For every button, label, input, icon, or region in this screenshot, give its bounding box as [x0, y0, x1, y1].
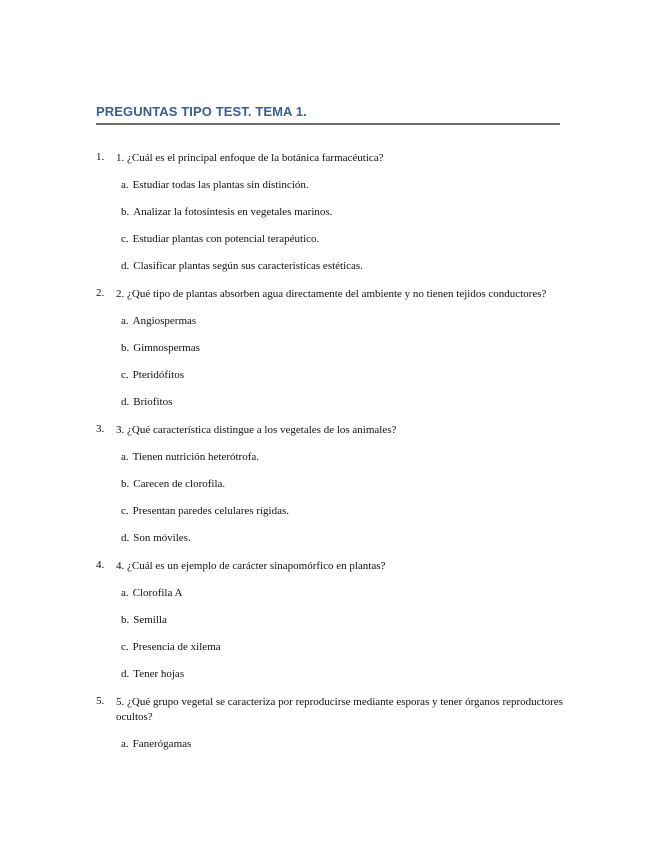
- option-letter: a.: [121, 315, 129, 327]
- option-c: [121, 504, 566, 519]
- option-text: Angiospermas: [132, 315, 197, 327]
- option-b: [121, 613, 566, 628]
- option-text: Fanerógamas: [132, 738, 192, 750]
- option-a: [121, 178, 566, 193]
- option-b: [121, 477, 566, 492]
- option-text: Son móviles.: [133, 532, 191, 544]
- question-text: 1. ¿Cuál es el principal enfoque de la botánica farmacéutica?: [116, 152, 384, 164]
- question-5: [96, 694, 566, 752]
- option-c: [121, 640, 566, 655]
- option-text: Estudiar plantas con potencial terapéutico.: [132, 233, 320, 245]
- option-c: [121, 368, 566, 383]
- question-4: [96, 558, 566, 682]
- option-letter: a.: [121, 179, 129, 191]
- option-letter: b.: [121, 342, 130, 354]
- option-d: [121, 395, 566, 410]
- option-text: Presentan paredes celulares rígidas.: [132, 505, 290, 517]
- option-d: [121, 259, 566, 274]
- option-text: Gimnospermas: [133, 342, 200, 354]
- option-letter: a.: [121, 587, 129, 599]
- question-2: [96, 286, 566, 410]
- question-text: 3. ¿Qué característica distingue a los vegetales de los animales?: [116, 424, 397, 436]
- option-text: Pteridófitos: [132, 369, 184, 381]
- option-letter: d.: [121, 532, 130, 544]
- option-letter: c.: [121, 369, 129, 381]
- option-d: [121, 667, 566, 682]
- question-number: 2.: [96, 287, 105, 299]
- option-letter: b.: [121, 478, 130, 490]
- option-text: Carecen de clorofila.: [133, 478, 226, 490]
- option-text: Semilla: [133, 614, 167, 626]
- option-text: Tener hojas: [133, 668, 185, 680]
- option-text: Clorofila A: [132, 587, 183, 599]
- option-d: [121, 531, 566, 546]
- option-letter: c.: [121, 641, 129, 653]
- option-letter: c.: [121, 505, 129, 517]
- option-text: Analizar la fotosíntesis en vegetales marinos.: [133, 206, 333, 218]
- question-text: 4. ¿Cuál es un ejemplo de carácter sinapomórfico en plantas?: [116, 560, 386, 572]
- option-b: [121, 205, 566, 220]
- question-number: 4.: [96, 559, 105, 571]
- option-letter: d.: [121, 668, 130, 680]
- question-number: 5.: [96, 695, 105, 707]
- question-number: 1.: [96, 151, 105, 163]
- question-number: 3.: [96, 423, 105, 435]
- option-text: Tienen nutrición heterótrofa.: [132, 451, 260, 463]
- option-a: [121, 450, 566, 465]
- question-text: 2. ¿Qué tipo de plantas absorben agua directamente del ambiente y no tienen tejidos conductores?: [116, 288, 547, 300]
- option-a: [121, 314, 566, 329]
- option-letter: d.: [121, 396, 130, 408]
- question-list: [96, 150, 566, 756]
- option-a: [121, 737, 566, 752]
- page-title: PREGUNTAS TIPO TEST. TEMA 1.: [96, 104, 307, 119]
- option-letter: b.: [121, 206, 130, 218]
- question-text: 5. ¿Qué grupo vegetal se caracteriza por reproducirse mediante esporas y tener órganos reproductores ocultos?: [116, 696, 563, 723]
- option-text: Briofitos: [133, 396, 173, 408]
- option-text: Clasificar plantas según sus características estéticas.: [133, 260, 363, 272]
- option-letter: d.: [121, 260, 130, 272]
- option-c: [121, 232, 566, 247]
- option-b: [121, 341, 566, 356]
- option-letter: a.: [121, 451, 129, 463]
- option-a: [121, 586, 566, 601]
- title-divider: [96, 123, 560, 125]
- option-letter: a.: [121, 738, 129, 750]
- option-letter: b.: [121, 614, 130, 626]
- question-1: [96, 150, 566, 274]
- question-3: [96, 422, 566, 546]
- option-text: Presencia de xilema: [132, 641, 221, 653]
- option-letter: c.: [121, 233, 129, 245]
- option-text: Estudiar todas las plantas sin distinción.: [132, 179, 309, 191]
